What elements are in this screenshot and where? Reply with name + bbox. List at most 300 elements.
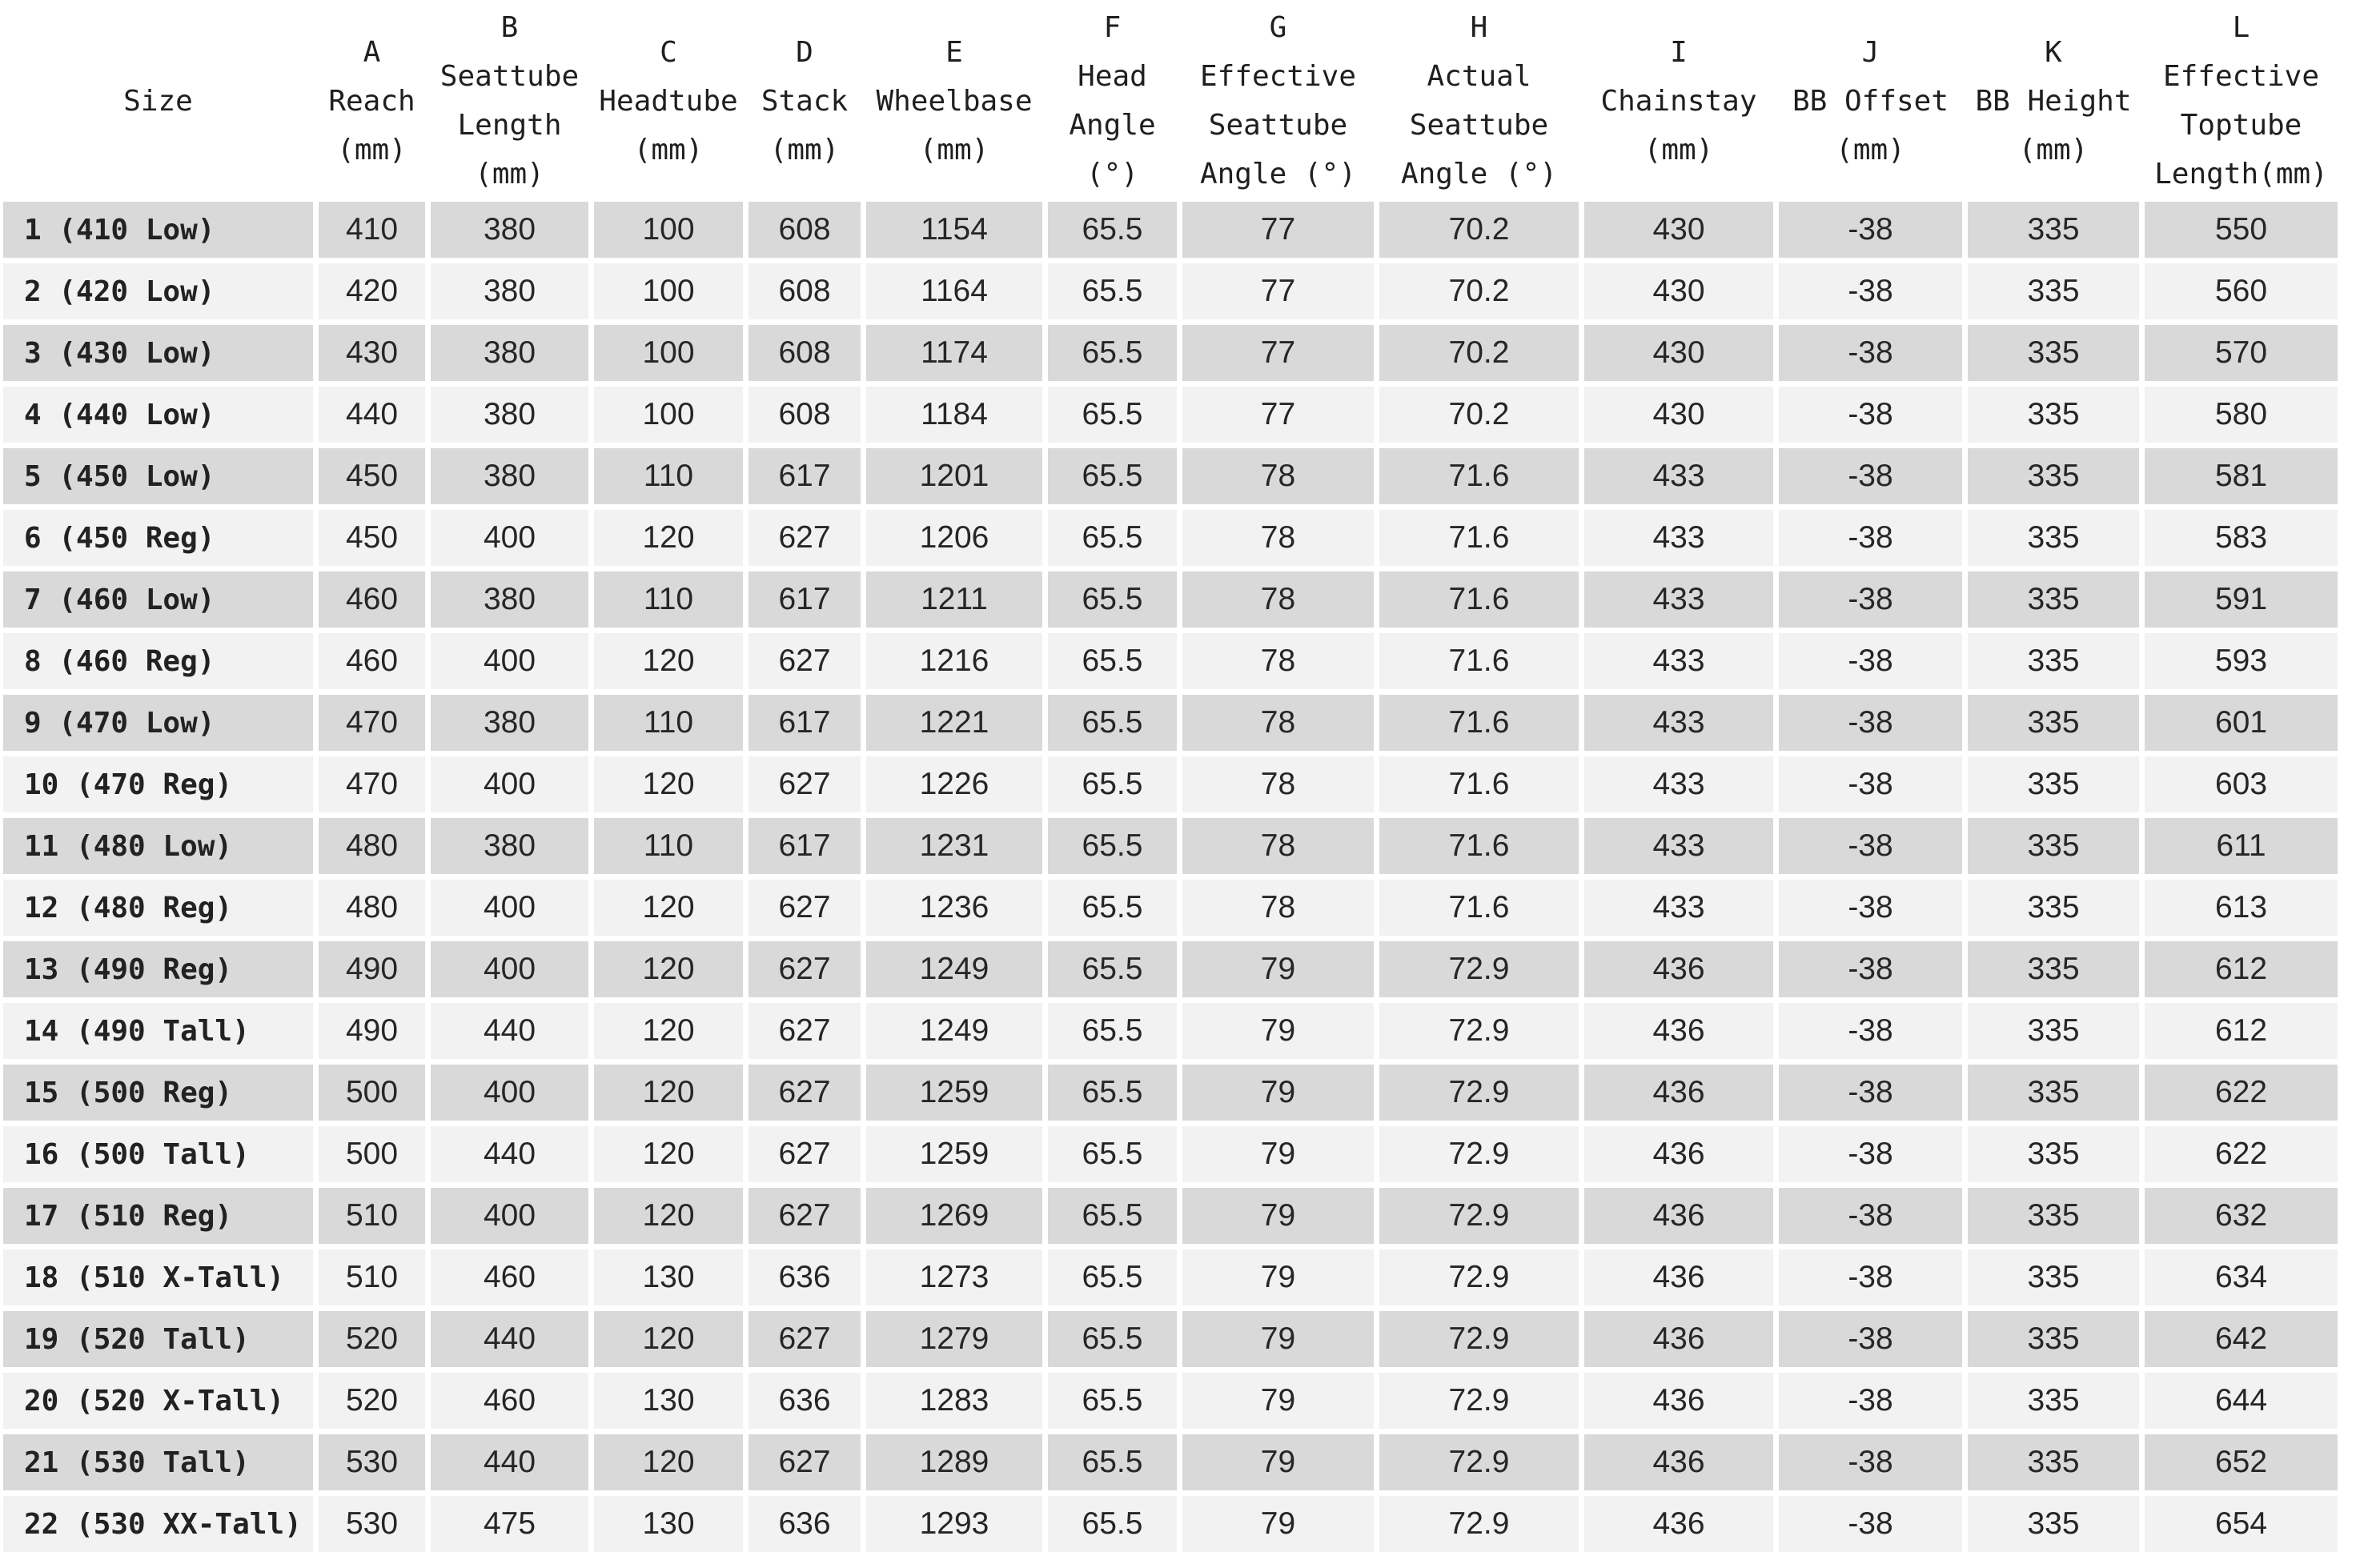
value-cell-bb-height: 335 — [1968, 1126, 2139, 1188]
value-cell-head-angle: 65.5 — [1048, 756, 1177, 818]
value-cell-bb-height: 335 — [1968, 1434, 2139, 1496]
table-row — [3, 510, 2338, 571]
column-header-line: Reach — [328, 84, 415, 118]
value-cell-bb-offset: -38 — [1779, 1373, 1962, 1434]
column-header-line: J — [1861, 35, 1880, 69]
value-cell-bb-offset: -38 — [1779, 880, 1962, 941]
value-cell-headtube: 120 — [594, 510, 743, 571]
value-cell-actual-seattube-angle: 70.2 — [1379, 387, 1579, 448]
value-cell-actual-seattube-angle: 72.9 — [1379, 1496, 1579, 1558]
value-cell-reach: 440 — [319, 387, 425, 448]
size-cell: 13 (490 Reg) — [3, 941, 313, 1003]
value-cell-chainstay: 433 — [1584, 448, 1773, 510]
value-cell-stack: 627 — [749, 1003, 861, 1065]
value-cell-chainstay: 433 — [1584, 818, 1773, 880]
value-cell-bb-offset: -38 — [1779, 633, 1962, 695]
value-cell-headtube: 130 — [594, 1496, 743, 1558]
value-cell-stack: 627 — [749, 510, 861, 571]
column-header-line: B — [500, 11, 519, 44]
value-cell-stack: 627 — [749, 941, 861, 1003]
size-cell: 18 (510 X-Tall) — [3, 1249, 313, 1311]
value-cell-head-angle: 65.5 — [1048, 1188, 1177, 1249]
value-cell-bb-height: 335 — [1968, 880, 2139, 941]
value-cell-reach: 430 — [319, 325, 425, 387]
value-cell-bb-height: 335 — [1968, 756, 2139, 818]
value-cell-bb-offset: -38 — [1779, 1249, 1962, 1311]
column-header-line: Length(mm) — [2154, 158, 2328, 190]
value-cell-chainstay: 436 — [1584, 1434, 1773, 1496]
value-cell-headtube: 100 — [594, 202, 743, 263]
table-row — [3, 1188, 2338, 1249]
value-cell-chainstay: 433 — [1584, 571, 1773, 633]
value-cell-actual-seattube-angle: 71.6 — [1379, 818, 1579, 880]
column-header-line: G — [1269, 11, 1287, 44]
column-header-reach — [319, 0, 425, 202]
column-header-bb-height — [1968, 0, 2139, 202]
value-cell-head-angle: 65.5 — [1048, 941, 1177, 1003]
value-cell-seattube-length: 460 — [431, 1373, 588, 1434]
value-cell-actual-seattube-angle: 72.9 — [1379, 1065, 1579, 1126]
value-cell-bb-height: 335 — [1968, 1065, 2139, 1126]
value-cell-wheelbase: 1269 — [866, 1188, 1042, 1249]
value-cell-actual-seattube-angle: 71.6 — [1379, 695, 1579, 756]
value-cell-wheelbase: 1216 — [866, 633, 1042, 695]
value-cell-reach: 520 — [319, 1311, 425, 1373]
value-cell-actual-seattube-angle: 71.6 — [1379, 448, 1579, 510]
value-cell-wheelbase: 1206 — [866, 510, 1042, 571]
value-cell-seattube-length: 400 — [431, 633, 588, 695]
value-cell-actual-seattube-angle: 71.6 — [1379, 756, 1579, 818]
column-header-line: Angle — [1069, 109, 1156, 142]
header-row — [3, 0, 2338, 202]
size-cell: 12 (480 Reg) — [3, 880, 313, 941]
size-cell: 11 (480 Low) — [3, 818, 313, 880]
value-cell-chainstay: 433 — [1584, 633, 1773, 695]
value-cell-effective-seattube-angle: 78 — [1182, 633, 1374, 695]
value-cell-wheelbase: 1273 — [866, 1249, 1042, 1311]
value-cell-reach: 420 — [319, 263, 425, 325]
value-cell-effective-seattube-angle: 79 — [1182, 941, 1374, 1003]
value-cell-effective-seattube-angle: 78 — [1182, 880, 1374, 941]
value-cell-head-angle: 65.5 — [1048, 571, 1177, 633]
value-cell-bb-offset: -38 — [1779, 1188, 1962, 1249]
size-cell: 5 (450 Low) — [3, 448, 313, 510]
value-cell-actual-seattube-angle: 72.9 — [1379, 1003, 1579, 1065]
value-cell-effective-toptube-length: 611 — [2145, 818, 2338, 880]
value-cell-wheelbase: 1221 — [866, 695, 1042, 756]
size-cell: 3 (430 Low) — [3, 325, 313, 387]
value-cell-headtube: 120 — [594, 1126, 743, 1188]
value-cell-bb-height: 335 — [1968, 387, 2139, 448]
value-cell-stack: 636 — [749, 1496, 861, 1558]
value-cell-effective-seattube-angle: 77 — [1182, 263, 1374, 325]
value-cell-bb-height: 335 — [1968, 818, 2139, 880]
value-cell-wheelbase: 1231 — [866, 818, 1042, 880]
value-cell-headtube: 120 — [594, 1434, 743, 1496]
value-cell-wheelbase: 1164 — [866, 263, 1042, 325]
value-cell-bb-height: 335 — [1968, 510, 2139, 571]
value-cell-actual-seattube-angle: 70.2 — [1379, 202, 1579, 263]
value-cell-bb-height: 335 — [1968, 448, 2139, 510]
table-row — [3, 571, 2338, 633]
column-header-line: (mm) — [475, 158, 544, 190]
column-header-wheelbase — [866, 0, 1042, 202]
value-cell-head-angle: 65.5 — [1048, 448, 1177, 510]
value-cell-head-angle: 65.5 — [1048, 1249, 1177, 1311]
value-cell-bb-height: 335 — [1968, 1496, 2139, 1558]
size-cell: 4 (440 Low) — [3, 387, 313, 448]
table-row — [3, 1496, 2338, 1558]
value-cell-effective-toptube-length: 622 — [2145, 1065, 2338, 1126]
value-cell-effective-toptube-length: 601 — [2145, 695, 2338, 756]
value-cell-bb-height: 335 — [1968, 1373, 2139, 1434]
value-cell-bb-offset: -38 — [1779, 325, 1962, 387]
value-cell-wheelbase: 1293 — [866, 1496, 1042, 1558]
value-cell-seattube-length: 380 — [431, 387, 588, 448]
table-row — [3, 756, 2338, 818]
size-cell: 10 (470 Reg) — [3, 756, 313, 818]
value-cell-bb-height: 335 — [1968, 633, 2139, 695]
value-cell-effective-toptube-length: 560 — [2145, 263, 2338, 325]
value-cell-stack: 627 — [749, 1126, 861, 1188]
value-cell-effective-seattube-angle: 77 — [1182, 202, 1374, 263]
size-cell: 17 (510 Reg) — [3, 1188, 313, 1249]
value-cell-effective-seattube-angle: 79 — [1182, 1065, 1374, 1126]
table-row — [3, 633, 2338, 695]
column-header-line: K — [2045, 35, 2062, 69]
column-header-line: (mm) — [1644, 133, 1714, 166]
value-cell-seattube-length: 475 — [431, 1496, 588, 1558]
value-cell-effective-seattube-angle: 79 — [1182, 1003, 1374, 1065]
value-cell-reach: 510 — [319, 1249, 425, 1311]
value-cell-head-angle: 65.5 — [1048, 387, 1177, 448]
size-cell: 6 (450 Reg) — [3, 510, 313, 571]
column-header-effective-toptube-length — [2145, 0, 2338, 202]
value-cell-headtube: 110 — [594, 448, 743, 510]
column-header-bb-offset — [1779, 0, 1962, 202]
column-header-line: (°) — [1086, 158, 1139, 190]
column-header-line: BB Offset — [1792, 84, 1949, 118]
value-cell-wheelbase: 1249 — [866, 941, 1042, 1003]
column-header-line: (mm) — [919, 133, 989, 166]
value-cell-effective-toptube-length: 612 — [2145, 941, 2338, 1003]
value-cell-stack: 608 — [749, 202, 861, 263]
value-cell-bb-offset: -38 — [1779, 1496, 1962, 1558]
value-cell-chainstay: 436 — [1584, 1065, 1773, 1126]
size-cell: 20 (520 X-Tall) — [3, 1373, 313, 1434]
column-header-line: E — [945, 35, 963, 69]
value-cell-bb-offset: -38 — [1779, 941, 1962, 1003]
column-header-line: Seattube — [1409, 109, 1549, 142]
column-header-line: Stack — [761, 84, 849, 118]
value-cell-actual-seattube-angle: 72.9 — [1379, 941, 1579, 1003]
value-cell-chainstay: 436 — [1584, 1003, 1773, 1065]
value-cell-bb-height: 335 — [1968, 1003, 2139, 1065]
column-header-line: (mm) — [2018, 133, 2089, 166]
value-cell-head-angle: 65.5 — [1048, 202, 1177, 263]
value-cell-wheelbase: 1174 — [866, 325, 1042, 387]
value-cell-chainstay: 433 — [1584, 756, 1773, 818]
column-header-line: C — [660, 35, 677, 69]
column-header-stack — [749, 0, 861, 202]
column-header-line: Length — [457, 109, 562, 142]
value-cell-headtube: 110 — [594, 695, 743, 756]
value-cell-seattube-length: 400 — [431, 941, 588, 1003]
value-cell-head-angle: 65.5 — [1048, 1434, 1177, 1496]
value-cell-chainstay: 430 — [1584, 202, 1773, 263]
value-cell-headtube: 120 — [594, 1188, 743, 1249]
value-cell-reach: 490 — [319, 1003, 425, 1065]
column-header-line: Seattube — [1208, 109, 1348, 142]
size-cell: 8 (460 Reg) — [3, 633, 313, 695]
value-cell-reach: 500 — [319, 1126, 425, 1188]
value-cell-chainstay: 433 — [1584, 510, 1773, 571]
value-cell-stack: 617 — [749, 448, 861, 510]
value-cell-head-angle: 65.5 — [1048, 325, 1177, 387]
value-cell-effective-toptube-length: 632 — [2145, 1188, 2338, 1249]
value-cell-wheelbase: 1289 — [866, 1434, 1042, 1496]
table-row — [3, 695, 2338, 756]
value-cell-effective-seattube-angle: 78 — [1182, 695, 1374, 756]
table-row — [3, 1065, 2338, 1126]
value-cell-wheelbase: 1211 — [866, 571, 1042, 633]
value-cell-effective-toptube-length: 591 — [2145, 571, 2338, 633]
table-row — [3, 1373, 2338, 1434]
value-cell-head-angle: 65.5 — [1048, 880, 1177, 941]
value-cell-reach: 480 — [319, 880, 425, 941]
table-header — [3, 0, 2338, 202]
value-cell-bb-offset: -38 — [1779, 695, 1962, 756]
column-header-line: Size — [123, 84, 193, 118]
table-row — [3, 941, 2338, 1003]
value-cell-effective-toptube-length: 581 — [2145, 448, 2338, 510]
value-cell-reach: 450 — [319, 448, 425, 510]
value-cell-chainstay: 436 — [1584, 1311, 1773, 1373]
value-cell-stack: 608 — [749, 387, 861, 448]
value-cell-effective-toptube-length: 634 — [2145, 1249, 2338, 1311]
value-cell-headtube: 120 — [594, 880, 743, 941]
value-cell-actual-seattube-angle: 71.6 — [1379, 633, 1579, 695]
value-cell-headtube: 130 — [594, 1373, 743, 1434]
value-cell-bb-offset: -38 — [1779, 1126, 1962, 1188]
value-cell-effective-toptube-length: 644 — [2145, 1373, 2338, 1434]
size-cell: 15 (500 Reg) — [3, 1065, 313, 1126]
column-header-actual-seattube-angle — [1379, 0, 1579, 202]
value-cell-headtube: 120 — [594, 1065, 743, 1126]
value-cell-headtube: 110 — [594, 818, 743, 880]
value-cell-head-angle: 65.5 — [1048, 263, 1177, 325]
size-cell: 22 (530 XX-Tall) — [3, 1496, 313, 1558]
table-body — [3, 202, 2338, 1558]
value-cell-actual-seattube-angle: 72.9 — [1379, 1188, 1579, 1249]
value-cell-reach: 530 — [319, 1496, 425, 1558]
column-header-line: (mm) — [337, 133, 407, 166]
value-cell-actual-seattube-angle: 70.2 — [1379, 325, 1579, 387]
value-cell-actual-seattube-angle: 72.9 — [1379, 1311, 1579, 1373]
value-cell-effective-seattube-angle: 77 — [1182, 387, 1374, 448]
value-cell-headtube: 110 — [594, 571, 743, 633]
value-cell-seattube-length: 440 — [431, 1003, 588, 1065]
value-cell-effective-toptube-length: 654 — [2145, 1496, 2338, 1558]
column-header-headtube — [594, 0, 743, 202]
value-cell-chainstay: 436 — [1584, 1496, 1773, 1558]
value-cell-chainstay: 430 — [1584, 387, 1773, 448]
size-cell: 2 (420 Low) — [3, 263, 313, 325]
size-cell: 21 (530 Tall) — [3, 1434, 313, 1496]
value-cell-headtube: 130 — [594, 1249, 743, 1311]
value-cell-chainstay: 436 — [1584, 1126, 1773, 1188]
value-cell-head-angle: 65.5 — [1048, 1126, 1177, 1188]
value-cell-effective-seattube-angle: 79 — [1182, 1496, 1374, 1558]
value-cell-effective-toptube-length: 583 — [2145, 510, 2338, 571]
value-cell-stack: 617 — [749, 571, 861, 633]
value-cell-wheelbase: 1236 — [866, 880, 1042, 941]
value-cell-actual-seattube-angle: 72.9 — [1379, 1249, 1579, 1311]
column-header-line: Angle (°) — [1400, 158, 1558, 190]
column-header-line: Head — [1078, 60, 1147, 93]
value-cell-actual-seattube-angle: 72.9 — [1379, 1373, 1579, 1434]
value-cell-effective-seattube-angle: 78 — [1182, 571, 1374, 633]
value-cell-effective-seattube-angle: 78 — [1182, 756, 1374, 818]
column-header-line: (mm) — [633, 133, 704, 166]
value-cell-stack: 636 — [749, 1249, 861, 1311]
value-cell-effective-seattube-angle: 79 — [1182, 1373, 1374, 1434]
table-row — [3, 1311, 2338, 1373]
column-header-line: H — [1470, 11, 1488, 44]
value-cell-wheelbase: 1259 — [866, 1126, 1042, 1188]
value-cell-chainstay: 436 — [1584, 1373, 1773, 1434]
value-cell-reach: 460 — [319, 633, 425, 695]
value-cell-effective-seattube-angle: 79 — [1182, 1126, 1374, 1188]
value-cell-seattube-length: 380 — [431, 571, 588, 633]
size-cell: 9 (470 Low) — [3, 695, 313, 756]
value-cell-head-angle: 65.5 — [1048, 633, 1177, 695]
value-cell-bb-offset: -38 — [1779, 818, 1962, 880]
value-cell-seattube-length: 400 — [431, 1065, 588, 1126]
value-cell-stack: 627 — [749, 1188, 861, 1249]
value-cell-effective-toptube-length: 642 — [2145, 1311, 2338, 1373]
value-cell-reach: 520 — [319, 1373, 425, 1434]
value-cell-actual-seattube-angle: 70.2 — [1379, 263, 1579, 325]
value-cell-effective-toptube-length: 570 — [2145, 325, 2338, 387]
value-cell-bb-offset: -38 — [1779, 1311, 1962, 1373]
value-cell-bb-offset: -38 — [1779, 1434, 1962, 1496]
table-row — [3, 448, 2338, 510]
value-cell-headtube: 120 — [594, 941, 743, 1003]
value-cell-seattube-length: 400 — [431, 510, 588, 571]
value-cell-reach: 510 — [319, 1188, 425, 1249]
size-cell: 19 (520 Tall) — [3, 1311, 313, 1373]
value-cell-effective-seattube-angle: 79 — [1182, 1434, 1374, 1496]
value-cell-seattube-length: 400 — [431, 756, 588, 818]
value-cell-head-angle: 65.5 — [1048, 1496, 1177, 1558]
value-cell-chainstay: 430 — [1584, 325, 1773, 387]
value-cell-effective-toptube-length: 603 — [2145, 756, 2338, 818]
value-cell-effective-toptube-length: 550 — [2145, 202, 2338, 263]
value-cell-wheelbase: 1201 — [866, 448, 1042, 510]
column-header-line: Wheelbase — [876, 84, 1033, 118]
table-row — [3, 325, 2338, 387]
value-cell-effective-seattube-angle: 79 — [1182, 1188, 1374, 1249]
value-cell-wheelbase: 1249 — [866, 1003, 1042, 1065]
value-cell-reach: 470 — [319, 756, 425, 818]
value-cell-seattube-length: 380 — [431, 325, 588, 387]
value-cell-seattube-length: 380 — [431, 263, 588, 325]
value-cell-effective-toptube-length: 622 — [2145, 1126, 2338, 1188]
value-cell-bb-height: 335 — [1968, 1188, 2139, 1249]
table-row — [3, 1249, 2338, 1311]
value-cell-actual-seattube-angle: 71.6 — [1379, 880, 1579, 941]
value-cell-bb-height: 335 — [1968, 941, 2139, 1003]
column-header-line: Toptube — [2180, 109, 2302, 142]
column-header-line: Seattube — [439, 60, 580, 93]
value-cell-bb-offset: -38 — [1779, 1003, 1962, 1065]
column-header-line: Angle (°) — [1199, 158, 1357, 190]
column-header-line: (mm) — [1836, 133, 1905, 166]
value-cell-head-angle: 65.5 — [1048, 1311, 1177, 1373]
value-cell-headtube: 120 — [594, 633, 743, 695]
column-header-head-angle — [1048, 0, 1177, 202]
table-row — [3, 818, 2338, 880]
value-cell-wheelbase: 1184 — [866, 387, 1042, 448]
column-header-seattube-length — [431, 0, 588, 202]
column-header-line: (mm) — [769, 133, 840, 166]
value-cell-effective-seattube-angle: 77 — [1182, 325, 1374, 387]
value-cell-stack: 627 — [749, 880, 861, 941]
value-cell-bb-height: 335 — [1968, 202, 2139, 263]
value-cell-stack: 608 — [749, 325, 861, 387]
value-cell-seattube-length: 380 — [431, 202, 588, 263]
value-cell-actual-seattube-angle: 72.9 — [1379, 1126, 1579, 1188]
value-cell-effective-seattube-angle: 78 — [1182, 510, 1374, 571]
value-cell-wheelbase: 1279 — [866, 1311, 1042, 1373]
value-cell-head-angle: 65.5 — [1048, 1003, 1177, 1065]
column-header-line: A — [363, 35, 381, 69]
value-cell-bb-offset: -38 — [1779, 448, 1962, 510]
column-header-line: Actual — [1427, 60, 1531, 93]
value-cell-reach: 450 — [319, 510, 425, 571]
value-cell-seattube-length: 380 — [431, 818, 588, 880]
value-cell-stack: 627 — [749, 1311, 861, 1373]
table-row — [3, 263, 2338, 325]
value-cell-wheelbase: 1283 — [866, 1373, 1042, 1434]
value-cell-wheelbase: 1154 — [866, 202, 1042, 263]
value-cell-stack: 627 — [749, 1065, 861, 1126]
value-cell-bb-offset: -38 — [1779, 1065, 1962, 1126]
value-cell-wheelbase: 1259 — [866, 1065, 1042, 1126]
value-cell-headtube: 100 — [594, 325, 743, 387]
column-header-size — [3, 0, 313, 202]
value-cell-bb-height: 335 — [1968, 263, 2139, 325]
value-cell-bb-offset: -38 — [1779, 263, 1962, 325]
size-cell: 1 (410 Low) — [3, 202, 313, 263]
column-header-chainstay — [1584, 0, 1773, 202]
column-header-line: Effective — [1199, 60, 1357, 93]
value-cell-reach: 410 — [319, 202, 425, 263]
value-cell-seattube-length: 400 — [431, 1188, 588, 1249]
value-cell-effective-toptube-length: 612 — [2145, 1003, 2338, 1065]
size-cell: 7 (460 Low) — [3, 571, 313, 633]
value-cell-bb-height: 335 — [1968, 571, 2139, 633]
value-cell-chainstay: 436 — [1584, 1188, 1773, 1249]
value-cell-seattube-length: 440 — [431, 1126, 588, 1188]
column-header-line: D — [796, 35, 813, 69]
value-cell-head-angle: 65.5 — [1048, 818, 1177, 880]
value-cell-reach: 480 — [319, 818, 425, 880]
value-cell-stack: 617 — [749, 695, 861, 756]
table-row — [3, 880, 2338, 941]
value-cell-bb-height: 335 — [1968, 325, 2139, 387]
